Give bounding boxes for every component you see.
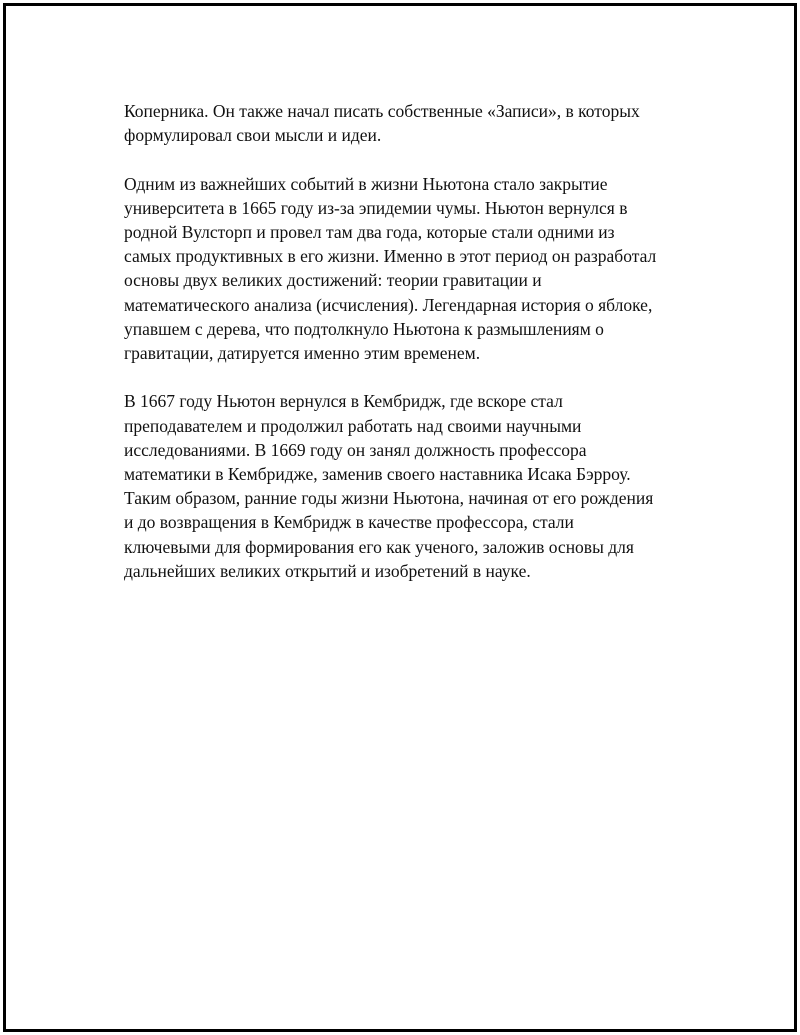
paragraph-copernicus-notes: Коперника. Он также начал писать собственные «Записи», в которых формулировал свои мысли и идеи. [124, 101, 640, 146]
page-body [124, 99, 714, 607]
paragraph-cambridge-return: В 1667 году Ньютон вернулся в Кембридж, где вскоре стал преподавателем и продолжил работать над своими научными исследованиями. В 1669 году он занял должность профессора математики в Кембридже, заменив своего наставника Исака Бэрроу. Таким образом, ранние годы жизни Ньютона, начиная от его рождения и до возвращения в Кембридж в качестве профессора, стали ключевыми для формирования его как ученого, заложив основы для дальнейших великих открытий и изобретений в науке. [124, 391, 654, 581]
paragraph-plague-years: Одним из важнейших событий в жизни Ньютона стало закрытие университета в 1665 году из-за эпидемии чумы. Ньютон вернулся в родной Вулсторп и провел там два года, которые стали одними из самых продуктивных в его жизни. Именно в этот период он разработал основы двух великих достижений: теории гравитации и математического анализа (исчисления). Легендарная история о яблоке, упавшем с дерева, что подтолкнуло Ньютона к размышлениям о гравитации, датируется именно этим временем. [124, 173, 657, 364]
page-frame [3, 3, 797, 1032]
